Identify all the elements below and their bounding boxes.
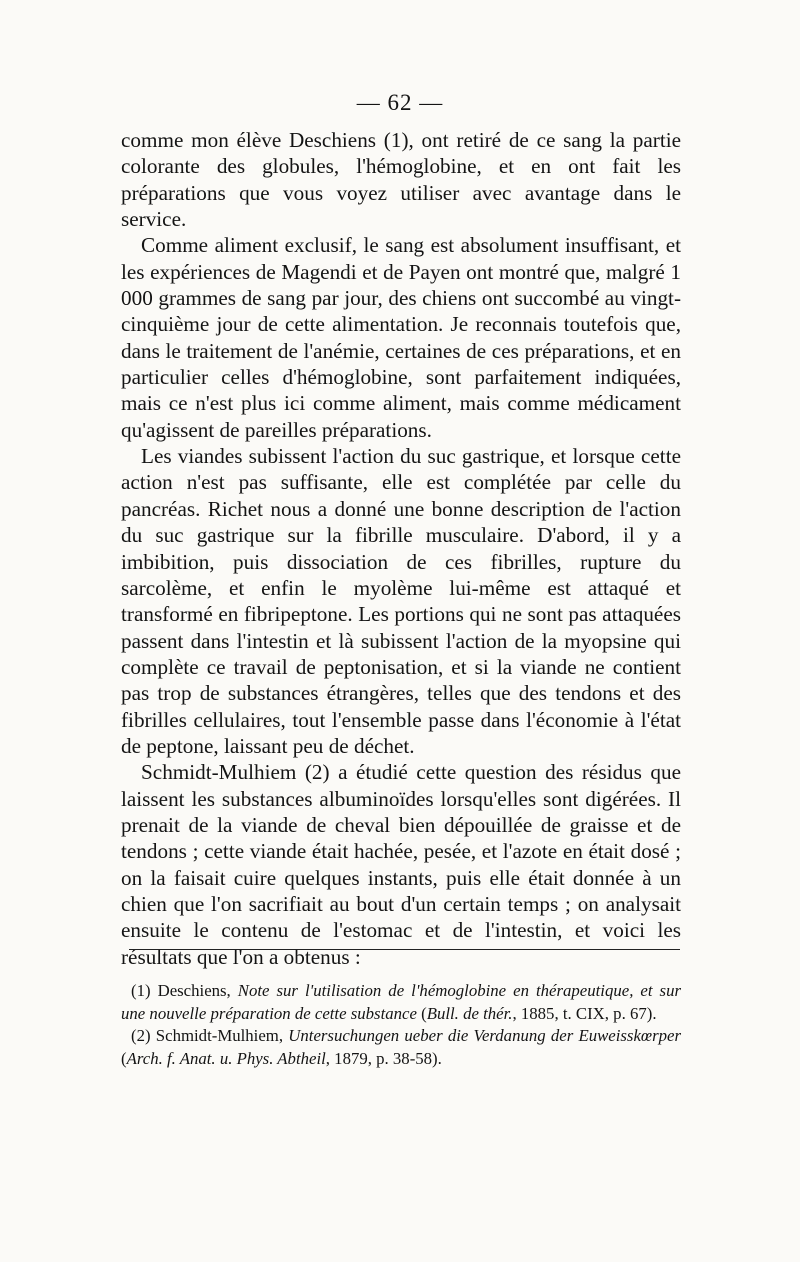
- footnote-1-tail: , 1885, t. CIX, p. 67).: [512, 1003, 657, 1023]
- footnotes: [121, 980, 681, 1070]
- footnote-1-paren: (: [416, 1003, 427, 1023]
- footnote-2-journal: Arch. f. Anat. u. Phys. Abtheil: [126, 1048, 326, 1068]
- footnote-divider: [129, 949, 680, 950]
- footnote-2-tail: , 1879, p. 38-58).: [325, 1048, 442, 1068]
- footnote-1-title: Note sur l'utilisation de l'hémoglobine en thérapeutique, et sur une nouvelle préparation de cette substance: [121, 981, 681, 1023]
- footnote-2-paren: (: [121, 1048, 127, 1068]
- footnote-1: [121, 980, 681, 1025]
- main-text: [121, 127, 681, 970]
- footnote-2-lead: (2) Schmidt-Mulhiem,: [131, 1026, 289, 1045]
- footnote-1-journal: Bull. de thér.: [426, 1003, 513, 1023]
- page-number: — 62 —: [356, 90, 444, 115]
- footnote-2-title: Untersuchungen ueber die Verdanung der Euweisskœrper: [288, 1026, 681, 1045]
- paragraph-2: Comme aliment exclusif, le sang est absolument insuffisant, et les expériences de Magendi et de Payen ont montré que, malgré 1 000 grammes de sang par jour, des chiens ont succombé au vingt-cinquième jour de cette alimentation. Je reconnais toutefois que, dans le traitement de l'anémie, certaines de ces préparations, et en particulier celles d'hémoglobine, sont parfaitement indiquées, mais ce n'est plus ici comme aliment, mais comme médicament qu'agissent de pareilles préparations.: [121, 233, 681, 442]
- footnote-2: [121, 1025, 681, 1070]
- footnote-1-lead: (1) Deschiens,: [131, 981, 238, 1000]
- paragraph-4: Schmidt-Mulhiem (2) a étudié cette question des résidus que laissent les substances albuminoïdes lorsqu'elles sont digérées. Il prenait de la viande de cheval bien dépouillée de graisse et de tendons ; cette viande était hachée, pesée, et l'azote en était dosé ; on la faisait cuire quelques instants, puis elle était donnée à un chien que l'on sacrifiait au bout d'un certain temps ; on analysait ensuite le contenu de l'estomac et de l'intestin, et voici les résultats que l'on a obtenus :: [121, 760, 681, 969]
- paragraph-3: Les viandes subissent l'action du suc gastrique, et lorsque cette action n'est pas suffisante, elle est complétée par celle du pancréas. Richet nous a donné une bonne description de l'action du suc gastrique sur la fibrille musculaire. D'abord, il y a imbibition, puis dissociation de ces fibrilles, rupture du sarcolème, et enfin le myolème lui-même est attaqué et transformé en fibripeptone. Les portions qui ne sont pas attaquées passent dans l'intestin et là subissent l'action de la myopsine qui complète ce travail de peptonisation, et si la viande ne contient pas trop de substances étrangères, telles que des tendons et des fibrilles cellulaires, tout l'ensemble passe dans l'économie à l'état de peptone, laissant peu de déchet.: [121, 444, 681, 758]
- paragraph-1: comme mon élève Deschiens (1), ont retiré de ce sang la partie colorante des globules, l'hémoglobine, et en ont fait les préparations que vous voyez utiliser avec avantage dans le service.: [121, 128, 681, 232]
